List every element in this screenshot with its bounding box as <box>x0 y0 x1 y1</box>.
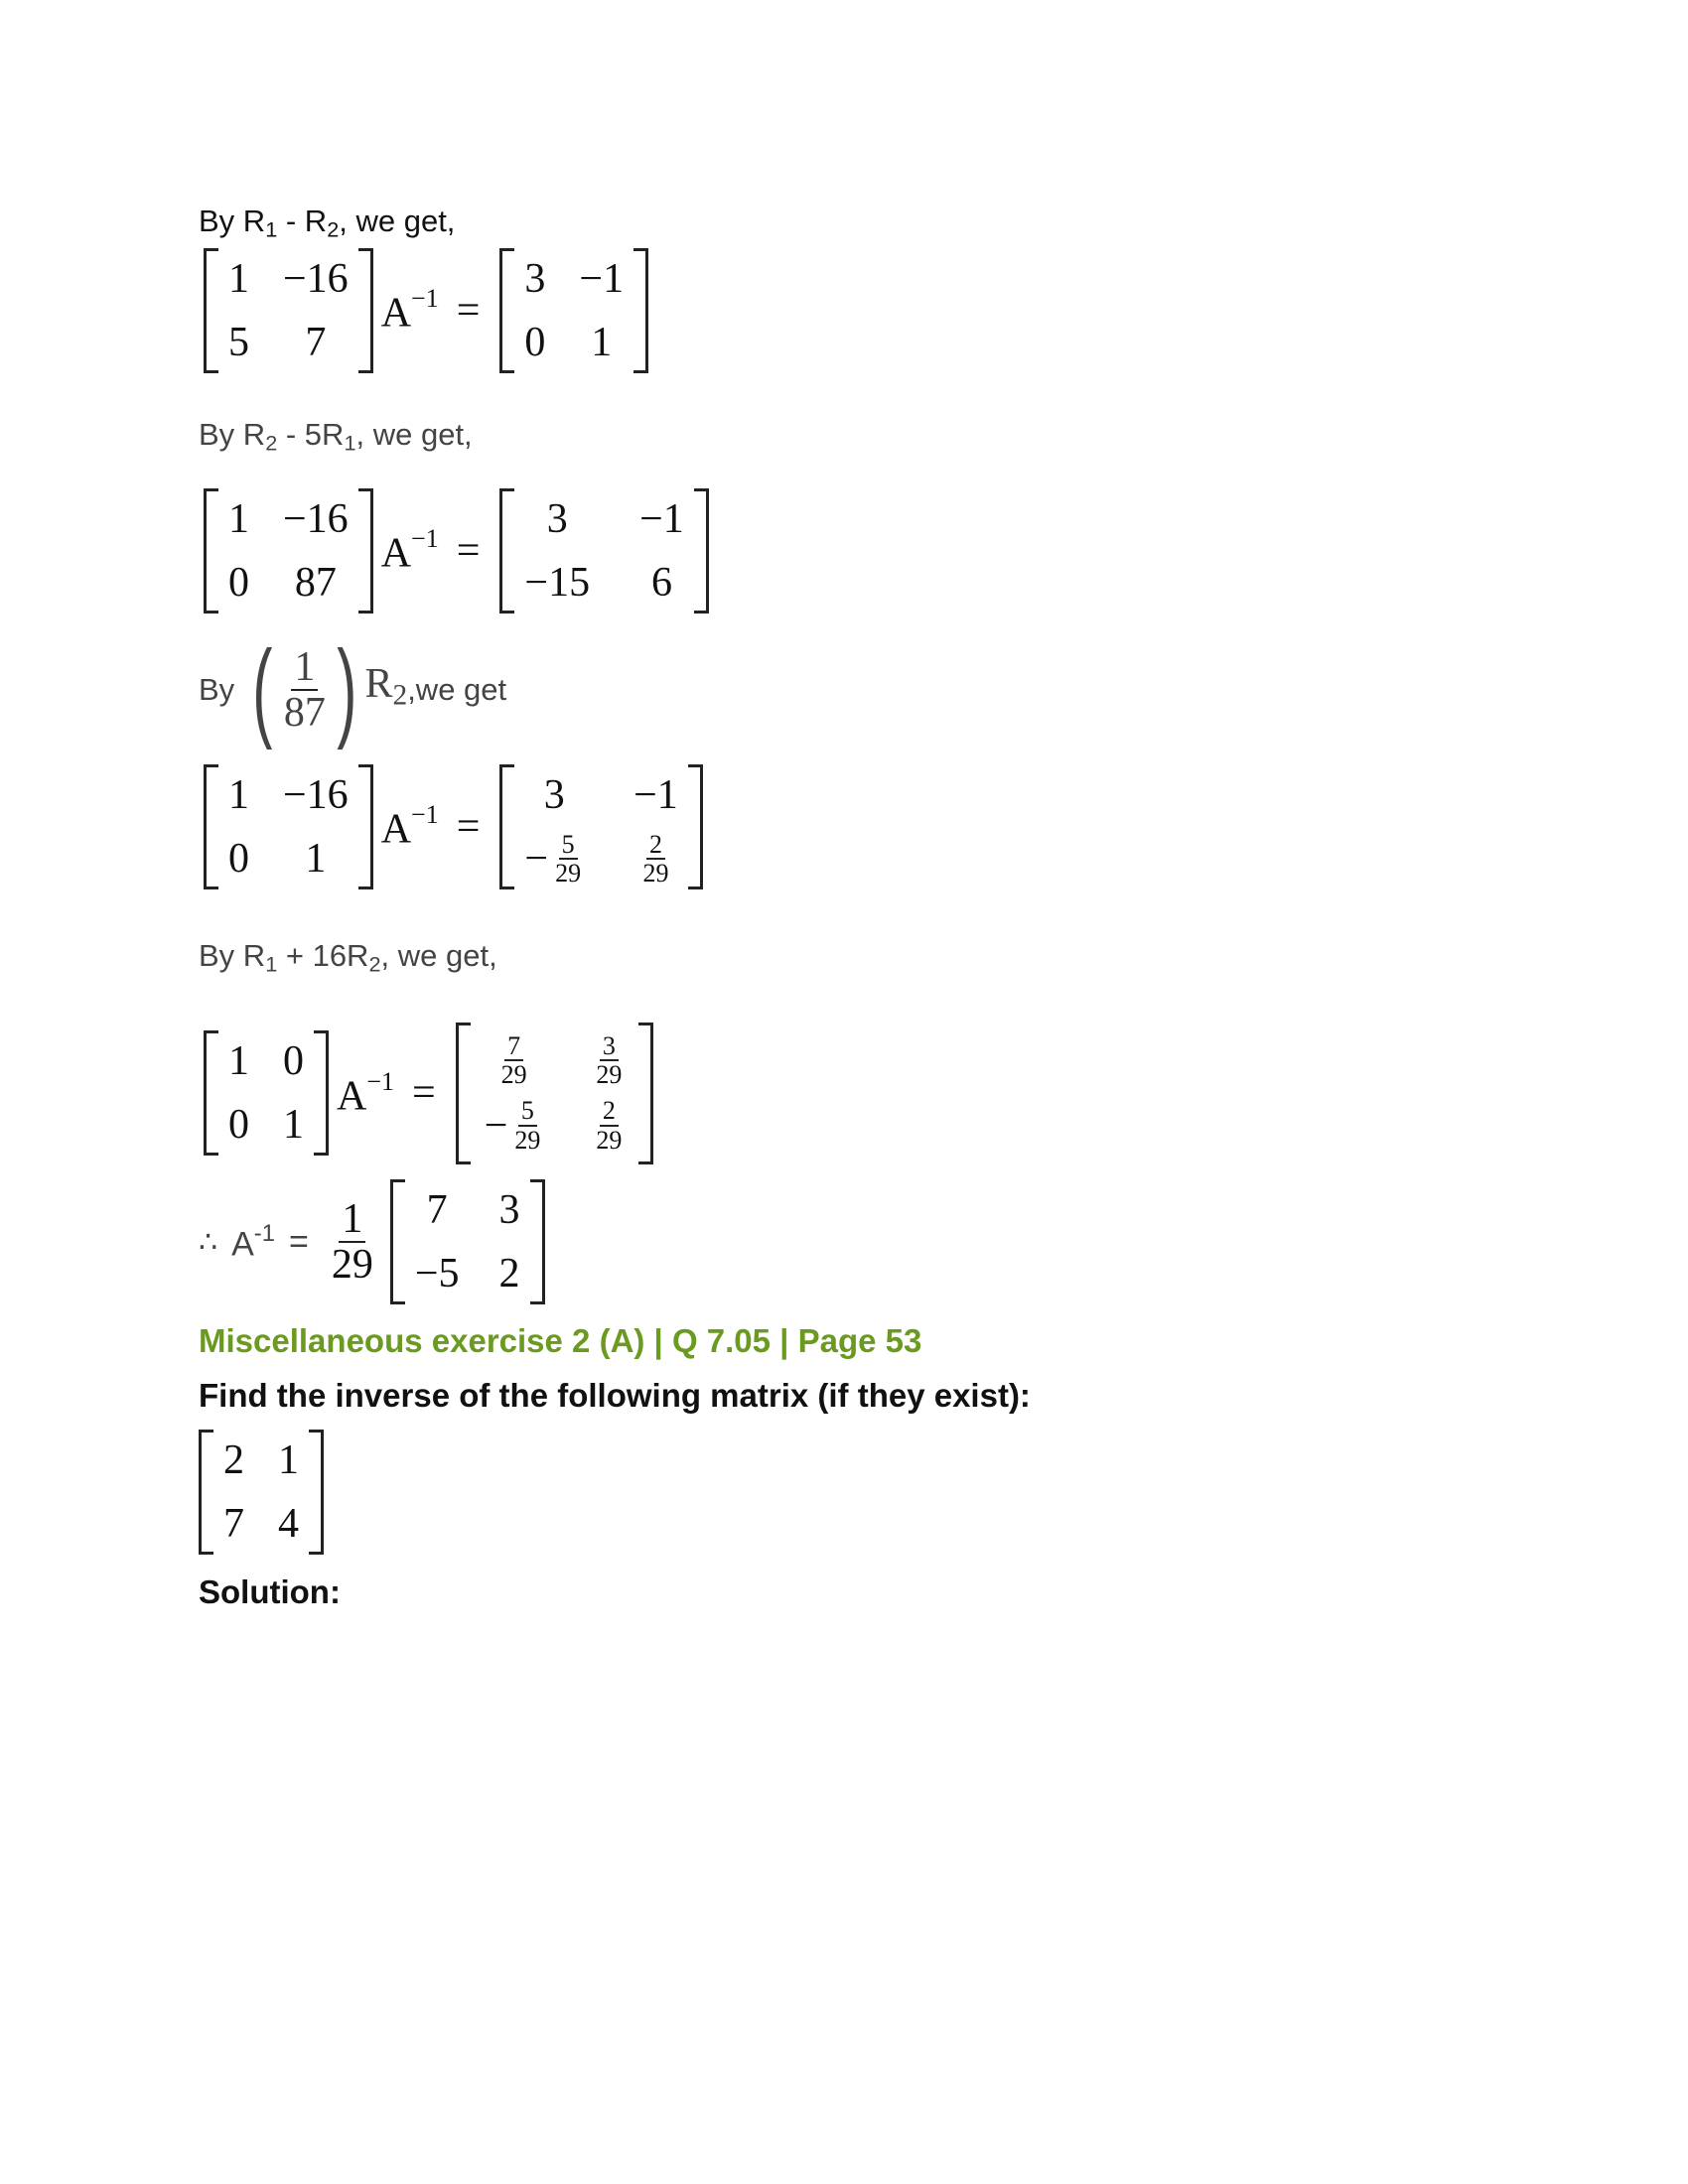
matrix-left: 1 0 0 1 <box>204 1030 329 1156</box>
right-paren: ) <box>337 628 357 751</box>
solution-label: Solution: <box>199 1573 341 1610</box>
question-matrix: 2 1 7 4 <box>199 1430 324 1555</box>
equals-sign: = <box>456 804 481 850</box>
left-paren: ( <box>252 628 273 751</box>
equals-sign: = <box>288 1222 309 1261</box>
final-result <box>199 1179 545 1304</box>
matrix-left: 1 −16 0 1 <box>204 764 373 889</box>
step-4-text: By $R_1 + 16R_2$, we get, <box>199 938 497 977</box>
equation-4 <box>204 1023 653 1164</box>
matrix-left: 1 −16 0 87 <box>204 488 373 614</box>
question-text: Find the inverse of the following matrix (if they exist): <box>199 1377 1031 1414</box>
equation-2 <box>204 488 709 614</box>
equals-sign: = <box>412 1070 436 1117</box>
a-inverse: $A^{-1}$ <box>337 1066 395 1120</box>
equals-sign: = <box>456 288 481 334</box>
exercise-heading: Miscellaneous exercise 2 (A) | Q 7.05 | Page 53 <box>199 1322 922 1359</box>
a-inverse: $A^{-1}$ <box>231 1219 275 1264</box>
scalar-fraction: $\frac{1}{29}$ <box>331 1195 373 1288</box>
result-matrix: 7 3 −5 2 <box>390 1179 545 1304</box>
matrix-right: 3 −1 0 1 <box>499 248 648 373</box>
matrix-right: 3 −1 − $\frac{5}{29}$ $\frac{2}{29}$ <box>499 764 702 889</box>
matrix-right: $\frac{7}{29}$ $\frac{3}{29}$ − $\frac{5}{29}$ $\frac{2}{29}$ <box>456 1023 654 1164</box>
equals-sign: = <box>456 528 481 574</box>
a-inverse: $A^{-1}$ <box>380 800 439 853</box>
equation-1 <box>204 248 648 373</box>
fraction-one-over-87: $\frac{1}{87}$ <box>283 643 326 736</box>
matrix-right: 3 −1 −15 6 <box>499 488 708 614</box>
step-3-text: By ( $\frac{1}{87}$ ) $R_2$ ,we get <box>199 628 507 751</box>
a-inverse: $A^{-1}$ <box>380 284 439 337</box>
step-2-text: By $R_2 - 5R_1$, we get, <box>199 417 473 456</box>
therefore-symbol: ∴ <box>199 1224 218 1260</box>
matrix-left: 1 −16 5 7 <box>204 248 373 373</box>
step-1-text: By $R_1 - R_2$, we get, <box>199 204 456 242</box>
equation-3 <box>204 764 703 889</box>
a-inverse: $A^{-1}$ <box>380 524 439 577</box>
